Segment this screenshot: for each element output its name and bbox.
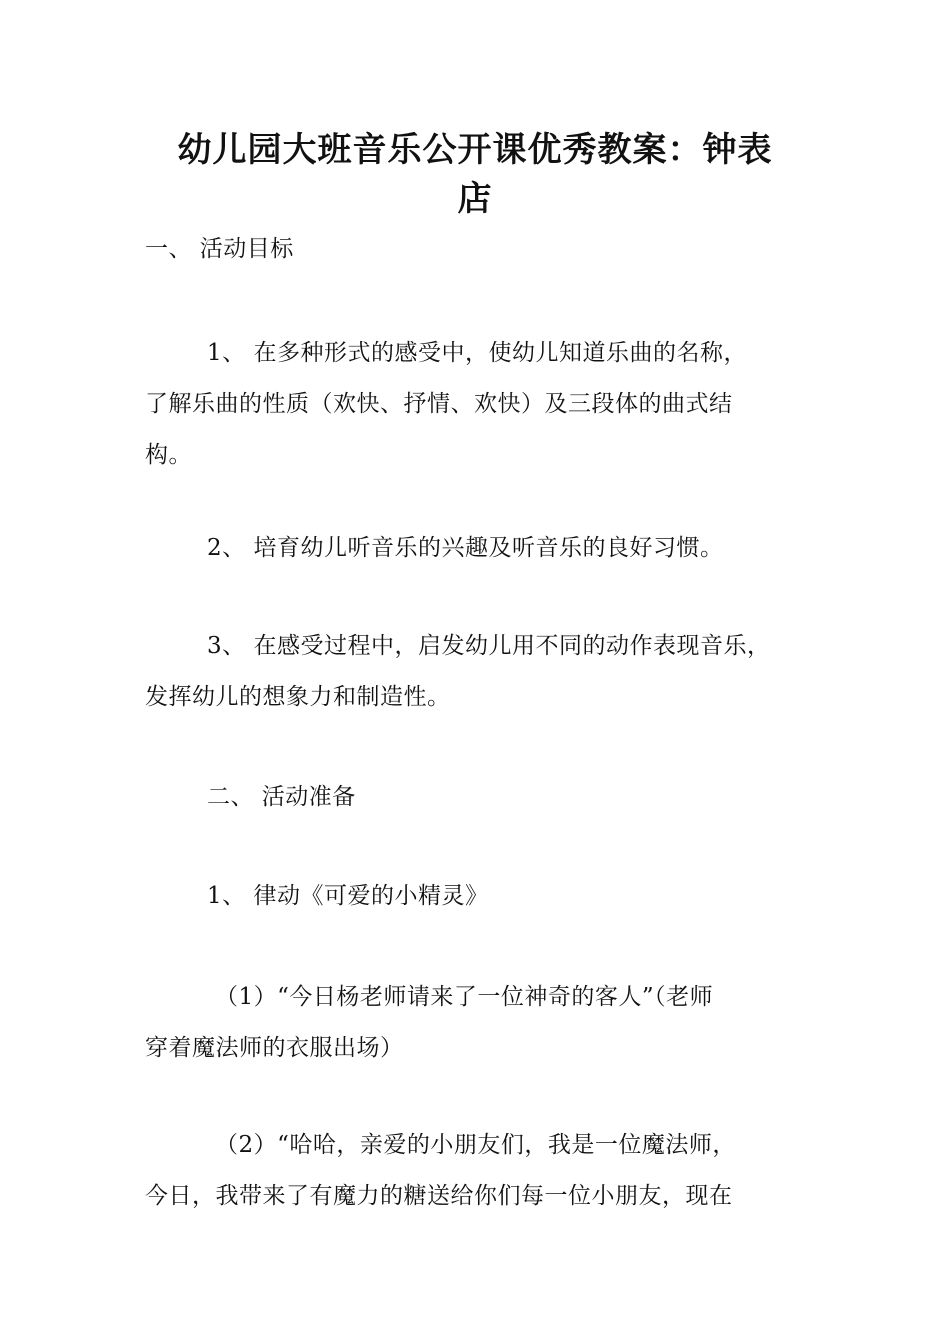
prep-item-1a-line-1: （1）“今日杨老师请来了一位神奇的客人”（老师	[215, 984, 714, 1010]
title-line-1: 幼儿园大班音乐公开课优秀教案：钟表	[177, 130, 773, 170]
goal-1-paragraph	[145, 328, 825, 481]
goal-3-line-2: 发挥幼儿的想象力和制造性。	[145, 684, 451, 710]
prep-item-1b-line-1: （2）“哈哈，亲爱的小朋友们，我是一位魔法师，	[215, 1132, 736, 1158]
prep-item-1b-line-2: 今日，我带来了有魔力的糖送给你们每一位小朋友，现在	[145, 1183, 733, 1209]
section-heading-preparation: 二、 活动准备	[207, 784, 356, 810]
goal-2-paragraph: 2、 培育幼儿听音乐的兴趣及听音乐的良好习惯。	[207, 535, 724, 561]
goal-1-line-1: 1、 在多种形式的感受中，使幼儿知道乐曲的名称，	[207, 340, 747, 366]
section-heading-goals: 一、 活动目标	[145, 236, 294, 262]
prep-item-1: 1、 律动《可爱的小精灵》	[207, 883, 489, 909]
goal-1-line-3: 构。	[145, 442, 192, 468]
prep-item-1b-paragraph	[145, 1120, 825, 1222]
title-line-2: 店	[457, 179, 493, 219]
goal-3-paragraph	[145, 621, 825, 723]
prep-item-1a-line-2: 穿着魔法师的衣服出场）	[145, 1035, 404, 1061]
page-title	[120, 126, 830, 224]
prep-item-1a-paragraph	[145, 972, 825, 1074]
goal-3-line-1: 3、 在感受过程中，启发幼儿用不同的动作表现音乐，	[207, 633, 771, 659]
goal-1-line-2: 了解乐曲的性质（欢快、抒情、欢快）及三段体的曲式结	[145, 391, 733, 417]
